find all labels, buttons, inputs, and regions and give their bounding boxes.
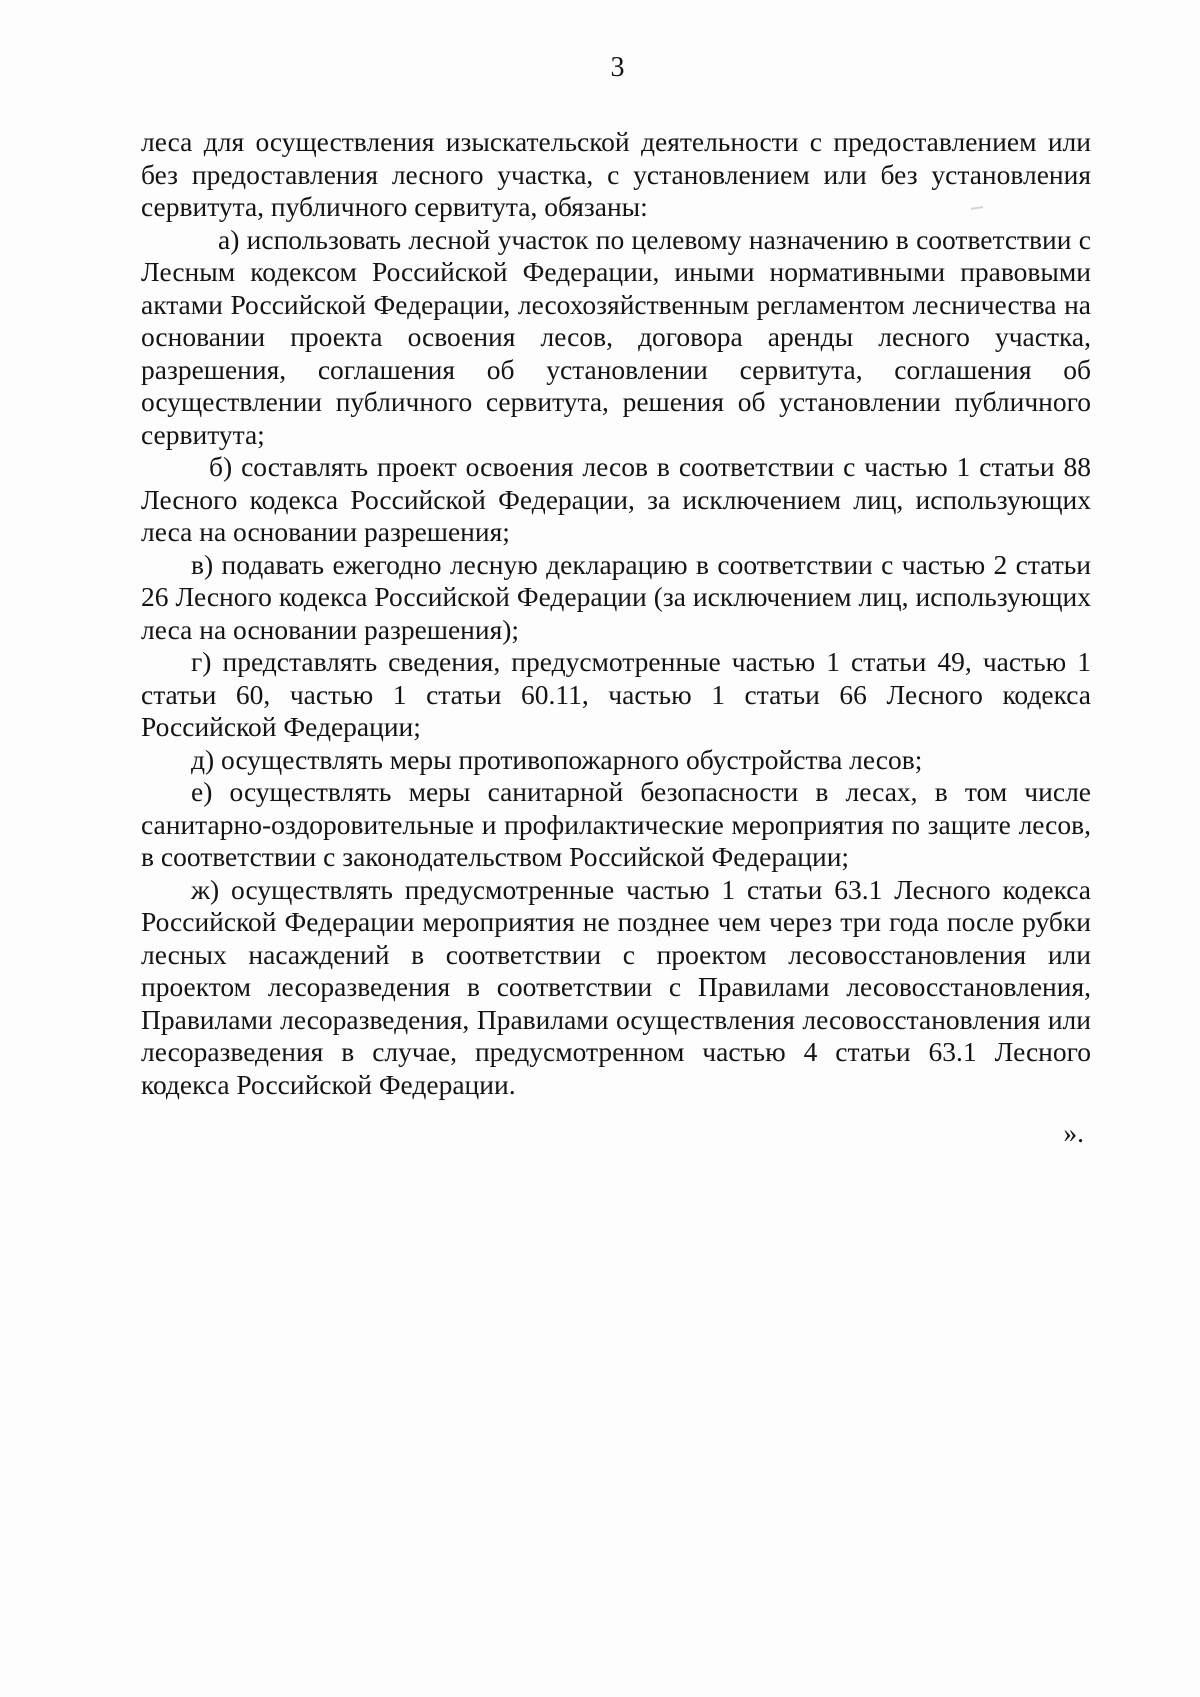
page-number: 3	[610, 52, 625, 83]
paragraph-item-v: в) подавать ежегодно лесную декларацию в соответствии с частью 2 статьи 26 Лесного кодекса Российской Федерации (за исключением лиц, использующих леса на основании разрешения);	[141, 548, 1091, 645]
paragraph-item-zh: ж) осуществлять предусмотренные частью 1 статьи 63.1 Лесного кодекса Российской Федерации мероприятия не позднее чем через три года после рубки лесных насаждений в соответствии с проектом лесовосстановления или проектом лесоразведения в соответствии с Правилами лесовосстановления, Правилами лесоразведения, Правилами осуществления лесовосстановления или лесоразведения в случае, предусмотренном частью 4 статьи 63.1 Лесного кодекса Российской Федерации.	[141, 873, 1091, 1100]
paragraph-item-d: д) осуществлять меры противопожарного обустройства лесов;	[191, 743, 923, 775]
closing-quote-mark: ».	[1063, 1117, 1084, 1148]
body-text	[141, 126, 1091, 1101]
paragraph-item-e: е) осуществлять меры санитарной безопасности в лесах, в том числе санитарно-оздоровительные и профилактические мероприятия по защите лесов, в соответствии с законодательством Российской Федерации;	[141, 776, 1091, 872]
paragraph-intro: леса для осуществления изыскательской деятельности с предоставлением или без предоставления лесного участка, с установлением или без установления сервитута, публичного сервитута, обязаны:	[141, 126, 1091, 222]
paragraph-item-a: а) использовать лесной участок по целевому назначению в соответствии с Лесным кодексом Российской Федерации, иными нормативными правовыми актами Российской Федерации, лесохозяйственным регламентом лесничества на основании проекта освоения лесов, договора аренды лесного участка, разрешения, соглашения об установлении сервитута, соглашения об осуществлении публичного сервитута, решения об установлении публичного сервитута;	[141, 223, 1091, 450]
paragraph-item-b: б) составлять проект освоения лесов в соответствии с частью 1 статьи 88 Лесного кодекса Российской Федерации, за исключением лиц, использующих леса на основании разрешения;	[141, 451, 1091, 547]
paragraph-item-g: г) представлять сведения, предусмотренные частью 1 статьи 49, частью 1 статьи 60, частью 1 статьи 60.11, частью 1 статьи 66 Лесного кодекса Российской Федерации;	[141, 646, 1091, 742]
